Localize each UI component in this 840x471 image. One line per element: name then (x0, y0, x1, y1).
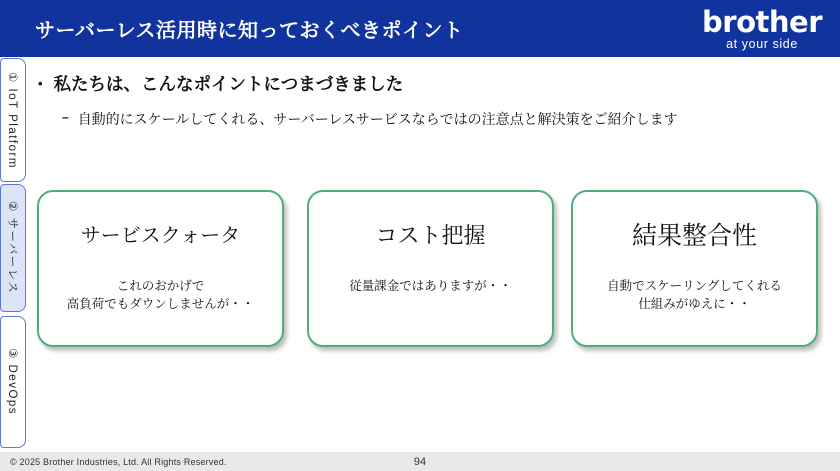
card-body-line: 従量課金ではありますが・・ (349, 279, 512, 293)
card-cost-tracking-title: コスト把握 (375, 223, 486, 248)
bullet-marker: • (38, 76, 43, 91)
tab-serverless[interactable] (0, 184, 26, 312)
brother-logo (702, 7, 822, 51)
card-eventual-consistency-body (573, 277, 816, 313)
card-body-line: 自動でスケーリングしてくれる (607, 279, 782, 293)
card-eventual-consistency (571, 190, 818, 347)
brother-tagline: at your side (726, 37, 798, 52)
card-body-line: 仕組みがゆえに・・ (638, 297, 751, 311)
card-cost-tracking (307, 190, 554, 347)
card-cost-tracking-body (309, 277, 552, 295)
tab-devops-label: ③ DevOps (6, 348, 18, 416)
tab-devops[interactable] (0, 316, 26, 448)
page-number: 94 (413, 455, 427, 468)
card-service-quota (37, 190, 284, 347)
sub-bullet-marker: – (62, 110, 69, 124)
slide-title: サーバーレス活用時に知っておくべきポイント (35, 20, 464, 42)
card-body-line: 高負荷でもダウンしませんが・・ (66, 297, 255, 311)
heading-row (38, 71, 403, 96)
copyright: © 2025 Brother Industries, Ltd. All Rights Reserved. (10, 456, 227, 467)
brother-wordmark: brother (702, 5, 822, 39)
tab-serverless-label: ② サーバーレス (6, 201, 18, 295)
header-bar (0, 0, 840, 57)
footer-bar (0, 452, 840, 471)
card-eventual-consistency-title: 結果整合性 (631, 222, 757, 250)
tab-iot-platform[interactable] (0, 58, 26, 182)
card-body-line: これのおかげで (116, 279, 205, 293)
section-subheading: 自動的にスケールしてくれる、サーバーレスサービスならではの注意点と解決策をご紹介します (77, 111, 678, 127)
card-service-quota-body (39, 277, 282, 313)
subheading-row (62, 109, 678, 129)
section-heading: 私たちは、こんなポイントにつまづきました (53, 74, 404, 94)
card-service-quota-title: サービスクォータ (80, 225, 241, 247)
tab-iot-platform-label: ① IoT Platform (6, 71, 18, 169)
